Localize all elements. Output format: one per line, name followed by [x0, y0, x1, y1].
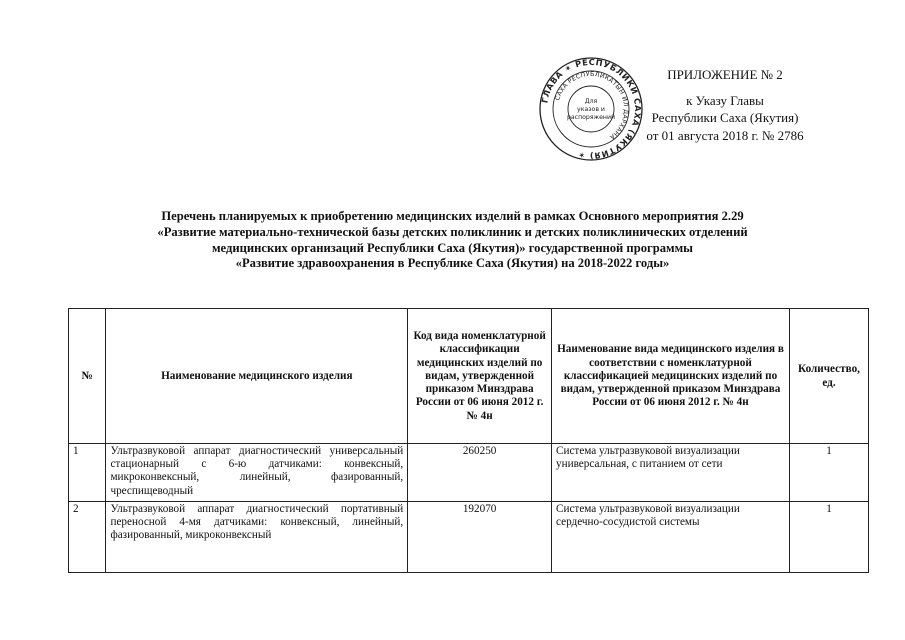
row-device-type-name: Система ультразвуковой визуализации универсальная, с питанием от сети — [552, 444, 790, 502]
row-device-name: Ультразвуковой аппарат диагностический универсальный стационарный с 6-ю датчиками: конвексный, микроконвексный, линейный, фазированный, чреспищеводный — [106, 444, 408, 502]
table-row — [69, 502, 869, 573]
appendix-heading — [610, 66, 840, 144]
svg-text:Для: Для — [584, 98, 598, 105]
title-line-1: Перечень планируемых к приобретению медицинских изделий в рамках Основного мероприятия 2.29 — [161, 209, 744, 223]
header-classification-code: Код вида номенклатурной классификации медицинских изделий по видам, утвержденной приказом Минздрава России от 06 июня 2012 г. № 4н — [408, 309, 552, 444]
table-header-row — [69, 309, 869, 444]
svg-text:ГЛАВА ✶ РЕСПУБЛИКИ САХА (ЯКУТИ: ГЛАВА ✶ РЕСПУБЛИКИ САХА (ЯКУТИЯ) ✶ — [539, 56, 644, 162]
appendix-republic-line: Республики Саха (Якутия) — [651, 110, 799, 125]
row-quantity: 1 — [789, 502, 868, 573]
row-classification-code: 260250 — [408, 444, 552, 502]
row-device-type-name: Система ультразвуковой визуализации сердечно-сосудистой системы — [552, 502, 790, 573]
header-device-type-name: Наименование вида медицинского изделия в соответствии с номенклатурной классификацией медицинских изделий по видам, утвержденной приказом Минздрава России от 06 июня 2012 г. № 4н — [552, 309, 790, 444]
row-number: 2 — [69, 502, 106, 573]
row-classification-code: 192070 — [408, 502, 552, 573]
row-quantity: 1 — [789, 444, 868, 502]
document-title — [60, 209, 845, 272]
table-row — [69, 444, 869, 502]
svg-text:указов и: указов и — [577, 106, 605, 113]
title-line-4: «Развитие здравоохранения в Республике Саха (Якутия) на 2018-2022 годы» — [235, 256, 670, 271]
appendix-decree-line: к Указу Главы — [686, 92, 764, 108]
svg-text:распоряжений: распоряжений — [566, 114, 616, 121]
svg-text:САХА РЕСПУБЛИКАТЫН ИЛ ДАРХАНА: САХА РЕСПУБЛИКАТЫН ИЛ ДАРХАНА — [554, 70, 630, 141]
row-device-name: Ультразвуковой аппарат диагностический портативный переносной 4-мя датчиками: конвексный, линейный, фазированный, микроконвексный — [106, 502, 408, 573]
header-number: № — [69, 309, 106, 444]
title-line-3: медицинских организаций Республики Саха (Якутия)» государственной программы — [211, 240, 694, 255]
row-number: 1 — [69, 444, 106, 502]
appendix-number: ПРИЛОЖЕНИЕ № 2 — [667, 67, 783, 82]
title-line-2: «Развитие материально-технической базы детских поликлиник и детских поликлинических отделений — [157, 224, 748, 239]
medical-devices-table — [68, 308, 869, 573]
header-quantity: Количество, ед. — [789, 309, 868, 444]
appendix-date-line: от 01 августа 2018 г. № 2786 — [646, 127, 804, 143]
header-device-name: Наименование медицинского изделия — [106, 309, 408, 444]
